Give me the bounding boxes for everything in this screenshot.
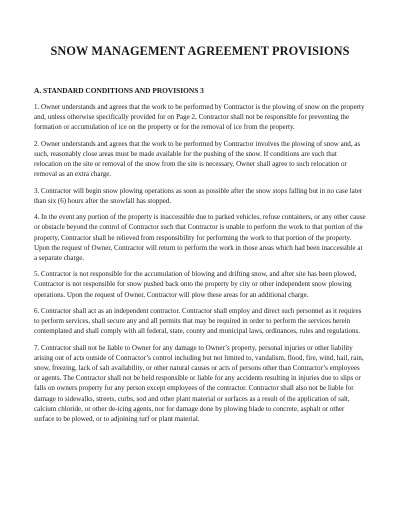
provision-4: 4. In the event any portion of the property is inaccessible due to parked vehicles, refuse containers, or any other cause or obstacle beyond the control of Contractor such that Contractor is unable to perform the work to that portion of the property, Contractor shall be relieved from responsibility for performing the work to that portion of the property. Upon the request of Owner, Contractor will return to perform the work in those areas which had been inaccessible at a separate charge. bbox=[34, 213, 366, 262]
provisions-list bbox=[34, 102, 366, 424]
section-heading: A. STANDARD CONDITIONS AND PROVISIONS 3 bbox=[34, 86, 204, 95]
provision-2: 2. Owner understands and agrees that the work to be performed by Contractor involves the plowing of snow and, as such, reasonably close areas must be made available for the pushing of the snow. If conditions are such that relocation on the site or removal of the snow from the site is necessary, Owner shall agree to such relocation or removal as an extra charge. bbox=[34, 139, 361, 179]
document-title: SNOW MANAGEMENT AGREEMENT PROVISIONS bbox=[50, 44, 350, 58]
provision-1: 1. Owner understands and agrees that the work to be performed by Contractor is the plowing of snow on the property and, unless otherwise specifically provided for on Page 2, Contractor shall not be responsible for preventing the formation or accumulation of ice on the property or for the removal of ice from the property. bbox=[34, 103, 365, 132]
provision-3: 3. Contractor will begin snow plowing operations as soon as possible after the snow stops falling but in no case later than six (6) hours after the snowfall has stopped. bbox=[34, 186, 363, 205]
provision-6: 6. Contractor shall act as an independent contractor. Contractor shall employ and direct such personnel as it requires to perform services, shall secure any and all permits that may be required in order to perform the services herein contemplated and shall comply with all federal, state, county and municipal laws, ordinances, rules and regulations. bbox=[34, 306, 362, 336]
provision-7: 7. Contractor shall not be liable to Owner for any damage to Owner’s property, personal injuries or other liability arising out of acts outside of Contractor’s control including but not limited to, vandalism, flood, fire, wind, hail, rain, snow, freezing, lack of salt availability, or other natural causes or acts of persons other than Contractor’s employees or agents. The Contractor shall not be held responsible or liable for any accidents resulting in injuries due to slips or falls on owners property for any person except employees of the contractor. Contractor shall also not be liable for damage to sidewalks, streets, curbs, sod and other plant material or surfaces as a result of the application of salt, calcium chloride, or other de-icing agents, nor for damage done by plowing blade to concrete, asphalt or other surface to be plowed, or to adjoining turf or plant material. bbox=[34, 343, 364, 424]
provision-5: 5. Contractor is not responsible for the accumulation of blowing and drifting snow, and after site has been plowed, Contractor is not responsible for snow pushed back onto the property by city or other independent snow plowing operations. Upon the request of Owner, Contractor will plow these areas for an additional charge. bbox=[34, 270, 357, 299]
